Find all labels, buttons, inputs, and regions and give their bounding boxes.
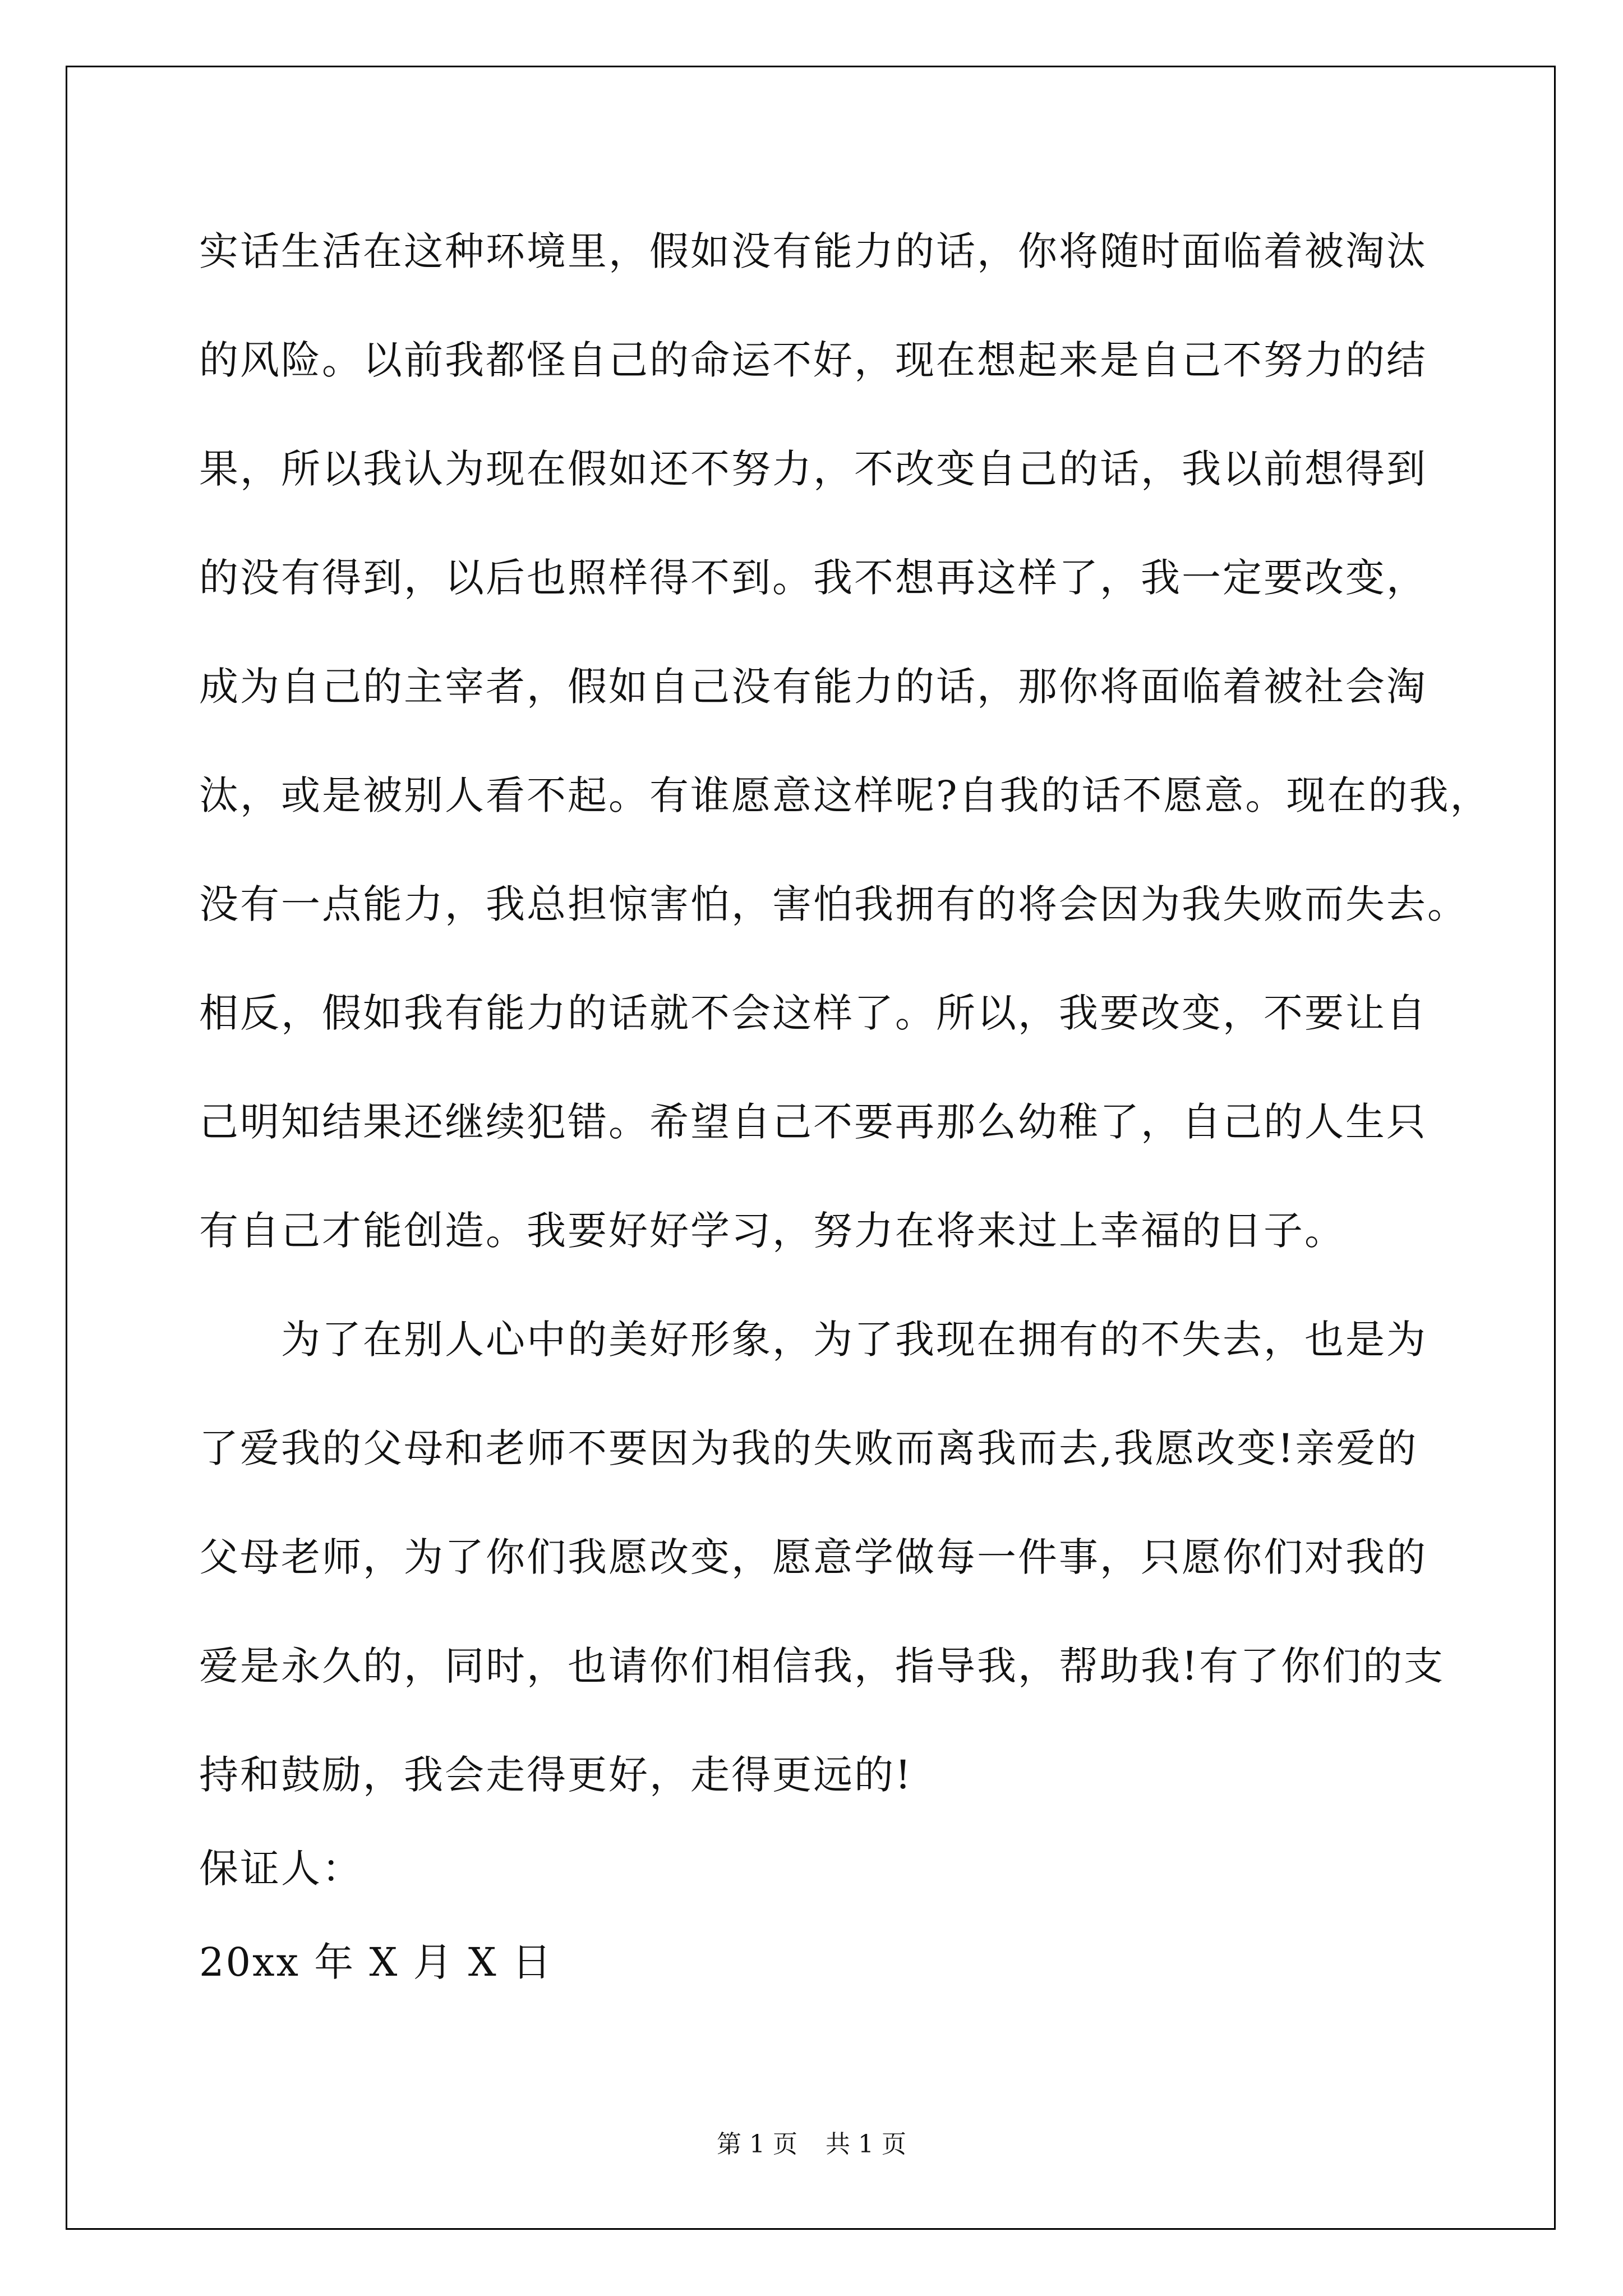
text-line: 己明知结果还继续犯错。希望自己不要再那么幼稚了，自己的人生只 — [199, 1099, 1427, 1145]
text-line: 为了在别人心中的美好形象，为了我现在拥有的不失去，也是为 — [199, 1317, 1427, 1363]
text-line: 果，所以我认为现在假如还不努力，不改变自己的话，我以前想得到 — [199, 446, 1427, 492]
page-number: 第 1 页 — [717, 2130, 797, 2159]
guarantor-label: 保证人： — [199, 1846, 363, 1892]
text-line: 没有一点能力，我总担惊害怕，害怕我拥有的将会因为我失败而失去。 — [199, 881, 1468, 927]
text-line: 爱是永久的，同时，也请你们相信我，指导我，帮助我!有了你们的支 — [199, 1643, 1445, 1689]
page-border — [66, 66, 1556, 2230]
text-line: 汰，或是被别人看不起。有谁愿意这样呢?自我的话不愿意。现在的我， — [199, 772, 1491, 818]
text-line: 相反，假如我有能力的话就不会这样了。所以，我要改变，不要让自 — [199, 990, 1427, 1036]
text-line: 持和鼓励，我会走得更好，走得更远的! — [199, 1752, 913, 1798]
text-line: 的没有得到，以后也照样得不到。我不想再这样了，我一定要改变， — [199, 555, 1427, 601]
text-line: 父母老师，为了你们我愿改变，愿意学做每一件事，只愿你们对我的 — [199, 1534, 1427, 1580]
text-line: 实话生活在这种环境里，假如没有能力的话，你将随时面临着被淘汰 — [199, 228, 1427, 274]
text-line: 了爱我的父母和老师不要因为我的失败而离我而去,我愿改变!亲爱的 — [199, 1425, 1418, 1471]
text-line: 成为自己的主宰者，假如自己没有能力的话，那你将面临着被社会淘 — [199, 664, 1427, 710]
text-line: 有自己才能创造。我要好好学习，努力在将来过上幸福的日子。 — [199, 1208, 1345, 1254]
page-footer — [0, 2129, 1623, 2160]
date-line: 20xx 年 X 月 X 日 — [199, 1939, 553, 1985]
page-total: 共 1 页 — [826, 2130, 906, 2159]
text-line: 的风险。以前我都怪自己的命运不好，现在想起来是自己不努力的结 — [199, 337, 1427, 383]
